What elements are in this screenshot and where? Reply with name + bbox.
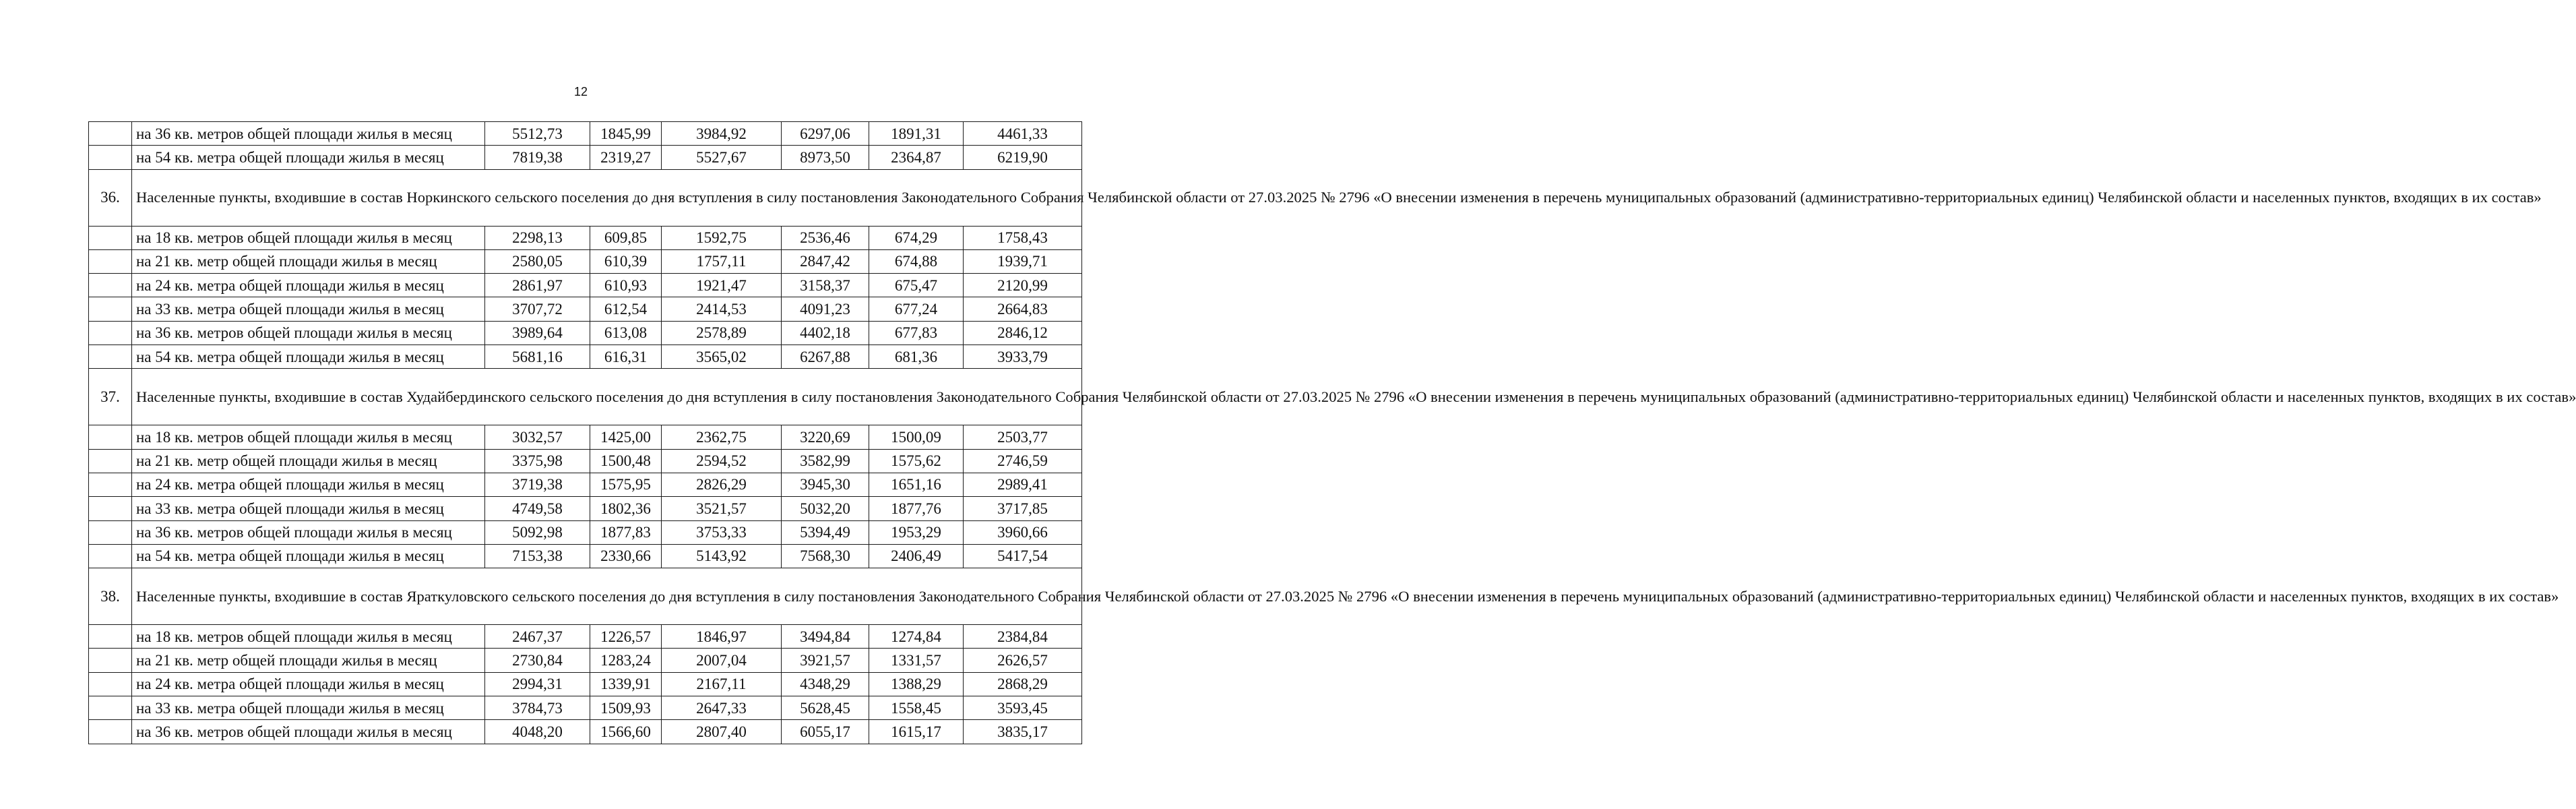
- table-row: [89, 449, 1082, 473]
- value-cell: 1575,62: [869, 449, 964, 473]
- value-cell: 677,24: [869, 297, 964, 321]
- value-cell: 610,93: [590, 274, 662, 297]
- value-cell: 2120,99: [964, 274, 1082, 297]
- value-cell: 4461,33: [964, 122, 1082, 146]
- value-cell: 2414,53: [662, 297, 782, 321]
- table-row: [89, 649, 1082, 672]
- row-label: на 24 кв. метра общей площади жилья в месяц: [132, 274, 485, 297]
- value-cell: 1425,00: [590, 425, 662, 449]
- value-cell: 7153,38: [485, 544, 590, 568]
- row-label: на 36 кв. метров общей площади жилья в месяц: [132, 720, 485, 744]
- value-cell: 5092,98: [485, 520, 590, 544]
- value-cell: 1921,47: [662, 274, 782, 297]
- table-row: [89, 425, 1082, 449]
- value-cell: 1758,43: [964, 226, 1082, 249]
- value-cell: 2989,41: [964, 473, 1082, 496]
- value-cell: 675,47: [869, 274, 964, 297]
- value-cell: 2503,77: [964, 425, 1082, 449]
- value-cell: 2847,42: [782, 249, 869, 273]
- value-cell: 1566,60: [590, 720, 662, 744]
- value-cell: 1939,71: [964, 249, 1082, 273]
- value-cell: 5417,54: [964, 544, 1082, 568]
- value-cell: 1274,84: [869, 625, 964, 649]
- row-label: на 36 кв. метров общей площади жилья в месяц: [132, 321, 485, 344]
- row-label: на 36 кв. метров общей площади жилья в месяц: [132, 122, 485, 146]
- value-cell: 1226,57: [590, 625, 662, 649]
- table-row: [89, 520, 1082, 544]
- section-description: Населенные пункты, входившие в состав Норкинского сельского поселения до дня вступления в силу постановления Законодательного Собрания Челябинской области от 27.03.2025 № 2796 «О внесении изменения в перечень муниципальных образований (административно-территориальных единиц) Челябинской области и населенных пунктов, входящих в их состав»: [132, 169, 1082, 226]
- section-description: Населенные пункты, входившие в состав Яраткуловского сельского поселения до дня вступления в силу постановления Законодательного Собрания Челябинской области от 27.03.2025 № 2796 «О внесении изменения в перечень муниципальных образований (административно-территориальных единиц) Челябинской области и населенных пунктов, входящих в их состав»: [132, 568, 1082, 625]
- value-cell: 613,08: [590, 321, 662, 344]
- value-cell: 2594,52: [662, 449, 782, 473]
- value-cell: 3582,99: [782, 449, 869, 473]
- value-cell: 1615,17: [869, 720, 964, 744]
- value-cell: 2826,29: [662, 473, 782, 496]
- value-cell: 612,54: [590, 297, 662, 321]
- value-cell: 3158,37: [782, 274, 869, 297]
- value-cell: 2467,37: [485, 625, 590, 649]
- section-number: 37.: [89, 369, 132, 425]
- row-number-cell: [89, 449, 132, 473]
- value-cell: 2730,84: [485, 649, 590, 672]
- row-number-cell: [89, 425, 132, 449]
- row-label: на 18 кв. метров общей площади жилья в месяц: [132, 625, 485, 649]
- value-cell: 2319,27: [590, 146, 662, 169]
- value-cell: 1877,76: [869, 497, 964, 520]
- row-number-cell: [89, 720, 132, 744]
- value-cell: 1802,36: [590, 497, 662, 520]
- value-cell: 1509,93: [590, 696, 662, 720]
- value-cell: 677,83: [869, 321, 964, 344]
- value-cell: 2664,83: [964, 297, 1082, 321]
- value-cell: 2298,13: [485, 226, 590, 249]
- value-cell: 3989,64: [485, 321, 590, 344]
- value-cell: 609,85: [590, 226, 662, 249]
- value-cell: 616,31: [590, 345, 662, 369]
- value-cell: 4048,20: [485, 720, 590, 744]
- value-cell: 1283,24: [590, 649, 662, 672]
- row-number-cell: [89, 321, 132, 344]
- value-cell: 5394,49: [782, 520, 869, 544]
- row-number-cell: [89, 249, 132, 273]
- value-cell: 4091,23: [782, 297, 869, 321]
- value-cell: 1558,45: [869, 696, 964, 720]
- table-row: [89, 122, 1082, 146]
- value-cell: 1953,29: [869, 520, 964, 544]
- row-label: на 54 кв. метра общей площади жилья в месяц: [132, 345, 485, 369]
- table-row: [89, 473, 1082, 496]
- value-cell: 3835,17: [964, 720, 1082, 744]
- row-number-cell: [89, 473, 132, 496]
- value-cell: 2362,75: [662, 425, 782, 449]
- table-row: [89, 249, 1082, 273]
- table-body: [89, 122, 2576, 744]
- value-cell: 1651,16: [869, 473, 964, 496]
- value-cell: 6297,06: [782, 122, 869, 146]
- value-cell: 3375,98: [485, 449, 590, 473]
- row-label: на 54 кв. метра общей площади жилья в месяц: [132, 146, 485, 169]
- row-number-cell: [89, 520, 132, 544]
- row-label: на 18 кв. метров общей площади жилья в месяц: [132, 425, 485, 449]
- value-cell: 8973,50: [782, 146, 869, 169]
- value-cell: 674,29: [869, 226, 964, 249]
- value-cell: 3945,30: [782, 473, 869, 496]
- value-cell: 2167,11: [662, 672, 782, 696]
- value-cell: 6267,88: [782, 345, 869, 369]
- value-cell: 1575,95: [590, 473, 662, 496]
- row-label: на 33 кв. метра общей площади жилья в месяц: [132, 297, 485, 321]
- value-cell: 3717,85: [964, 497, 1082, 520]
- row-label: на 24 кв. метра общей площади жилья в месяц: [132, 672, 485, 696]
- value-cell: 3719,38: [485, 473, 590, 496]
- row-number-cell: [89, 544, 132, 568]
- value-cell: 1331,57: [869, 649, 964, 672]
- value-cell: 2861,97: [485, 274, 590, 297]
- value-cell: 6219,90: [964, 146, 1082, 169]
- value-cell: 7819,38: [485, 146, 590, 169]
- table-row: [89, 672, 1082, 696]
- value-cell: 2406,49: [869, 544, 964, 568]
- row-label: на 36 кв. метров общей площади жилья в месяц: [132, 520, 485, 544]
- value-cell: 2846,12: [964, 321, 1082, 344]
- value-cell: 2536,46: [782, 226, 869, 249]
- row-label: на 33 кв. метра общей площади жилья в месяц: [132, 696, 485, 720]
- value-cell: 2868,29: [964, 672, 1082, 696]
- section-number: 38.: [89, 568, 132, 625]
- tariff-table: [88, 121, 2576, 744]
- table-row: [89, 497, 1082, 520]
- value-cell: 3984,92: [662, 122, 782, 146]
- row-number-cell: [89, 696, 132, 720]
- value-cell: 3753,33: [662, 520, 782, 544]
- value-cell: 2647,33: [662, 696, 782, 720]
- value-cell: 4749,58: [485, 497, 590, 520]
- value-cell: 1846,97: [662, 625, 782, 649]
- section-header-row: [89, 568, 1082, 625]
- value-cell: 674,88: [869, 249, 964, 273]
- value-cell: 5032,20: [782, 497, 869, 520]
- value-cell: 5512,73: [485, 122, 590, 146]
- value-cell: 1500,09: [869, 425, 964, 449]
- value-cell: 5681,16: [485, 345, 590, 369]
- table-row: [89, 345, 1082, 369]
- value-cell: 2578,89: [662, 321, 782, 344]
- value-cell: 3494,84: [782, 625, 869, 649]
- value-cell: 3707,72: [485, 297, 590, 321]
- row-label: на 21 кв. метр общей площади жилья в месяц: [132, 249, 485, 273]
- value-cell: 3960,66: [964, 520, 1082, 544]
- value-cell: 3220,69: [782, 425, 869, 449]
- value-cell: 7568,30: [782, 544, 869, 568]
- value-cell: 4402,18: [782, 321, 869, 344]
- value-cell: 2746,59: [964, 449, 1082, 473]
- value-cell: 5628,45: [782, 696, 869, 720]
- table-row: [89, 146, 1082, 169]
- value-cell: 2384,84: [964, 625, 1082, 649]
- table-row: [89, 274, 1082, 297]
- value-cell: 3784,73: [485, 696, 590, 720]
- row-number-cell: [89, 297, 132, 321]
- value-cell: 681,36: [869, 345, 964, 369]
- row-number-cell: [89, 345, 132, 369]
- value-cell: 5143,92: [662, 544, 782, 568]
- row-number-cell: [89, 497, 132, 520]
- section-header-row: [89, 169, 1082, 226]
- value-cell: 6055,17: [782, 720, 869, 744]
- value-cell: 2807,40: [662, 720, 782, 744]
- row-number-cell: [89, 146, 132, 169]
- table-row: [89, 297, 1082, 321]
- value-cell: 1757,11: [662, 249, 782, 273]
- value-cell: 2330,66: [590, 544, 662, 568]
- row-label: на 18 кв. метров общей площади жилья в месяц: [132, 226, 485, 249]
- row-label: на 21 кв. метр общей площади жилья в месяц: [132, 449, 485, 473]
- value-cell: 2626,57: [964, 649, 1082, 672]
- value-cell: 3565,02: [662, 345, 782, 369]
- value-cell: 4348,29: [782, 672, 869, 696]
- value-cell: 2007,04: [662, 649, 782, 672]
- value-cell: 1845,99: [590, 122, 662, 146]
- value-cell: 1388,29: [869, 672, 964, 696]
- row-number-cell: [89, 226, 132, 249]
- value-cell: 2994,31: [485, 672, 590, 696]
- row-label: на 33 кв. метра общей площади жилья в месяц: [132, 497, 485, 520]
- value-cell: 2580,05: [485, 249, 590, 273]
- value-cell: 3921,57: [782, 649, 869, 672]
- page-number: 12: [573, 85, 588, 98]
- row-number-cell: [89, 672, 132, 696]
- row-number-cell: [89, 274, 132, 297]
- row-number-cell: [89, 122, 132, 146]
- value-cell: 3032,57: [485, 425, 590, 449]
- value-cell: 5527,67: [662, 146, 782, 169]
- value-cell: 3593,45: [964, 696, 1082, 720]
- value-cell: 2364,87: [869, 146, 964, 169]
- table-row: [89, 321, 1082, 344]
- value-cell: 1891,31: [869, 122, 964, 146]
- value-cell: 1500,48: [590, 449, 662, 473]
- row-number-cell: [89, 649, 132, 672]
- value-cell: 3933,79: [964, 345, 1082, 369]
- table-row: [89, 544, 1082, 568]
- table-row: [89, 226, 1082, 249]
- row-number-cell: [89, 625, 132, 649]
- value-cell: 1877,83: [590, 520, 662, 544]
- row-label: на 24 кв. метра общей площади жилья в месяц: [132, 473, 485, 496]
- table-row: [89, 696, 1082, 720]
- value-cell: 610,39: [590, 249, 662, 273]
- value-cell: 1339,91: [590, 672, 662, 696]
- section-description: Населенные пункты, входившие в состав Худайбердинского сельского поселения до дня вступления в силу постановления Законодательного Собрания Челябинской области от 27.03.2025 № 2796 «О внесении изменения в перечень муниципальных образований (административно-территориальных единиц) Челябинской области и населенных пунктов, входящих в их состав»: [132, 369, 1082, 425]
- table-row: [89, 625, 1082, 649]
- row-label: на 54 кв. метра общей площади жилья в месяц: [132, 544, 485, 568]
- table-row: [89, 720, 1082, 744]
- row-label: на 21 кв. метр общей площади жилья в месяц: [132, 649, 485, 672]
- value-cell: 1592,75: [662, 226, 782, 249]
- section-header-row: [89, 369, 1082, 425]
- section-number: 36.: [89, 169, 132, 226]
- value-cell: 3521,57: [662, 497, 782, 520]
